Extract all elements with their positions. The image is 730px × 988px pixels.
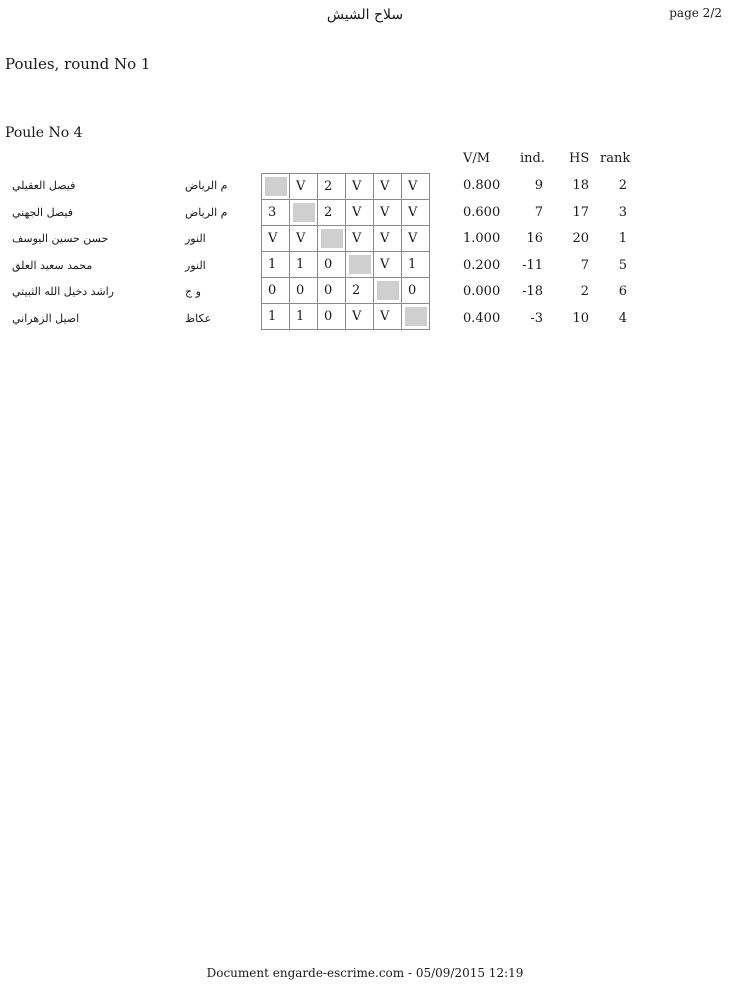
fencer-rank: 4 (618, 311, 627, 326)
fencer-ind: 9 (534, 178, 543, 193)
grid-cell: V (374, 304, 402, 330)
fencer-ind: -18 (522, 284, 543, 299)
grid-cell: 0 (318, 304, 346, 330)
grid-cell: V (374, 226, 402, 252)
grid-row (262, 252, 430, 278)
grid-cell: V (262, 226, 290, 252)
grid-cell: 0 (262, 278, 290, 304)
grid-cell-self (290, 200, 318, 226)
fencer-rank: 2 (618, 178, 627, 193)
column-header-hs: HS (569, 151, 590, 166)
grid-cell: 2 (318, 174, 346, 200)
fencer-vm: 1.000 (463, 231, 501, 246)
fencer-hs: 18 (572, 178, 589, 193)
grid-row (262, 304, 430, 330)
fencer-rank: 6 (618, 284, 627, 299)
grid-cell: 0 (290, 278, 318, 304)
grid-cell-self (402, 304, 430, 330)
fencer-vm: 0.000 (463, 284, 501, 299)
fencer-club: م الرياض (185, 206, 228, 219)
grid-cell: V (402, 226, 430, 252)
fencer-ind: -3 (530, 311, 543, 326)
grid-cell: 2 (318, 200, 346, 226)
fencer-name: فيصل العقيلي (12, 179, 76, 192)
grid-cell: V (346, 200, 374, 226)
grid-cell: 0 (318, 278, 346, 304)
fencer-rank: 1 (618, 231, 627, 246)
fencer-club: م الرياض (185, 179, 228, 192)
fencer-hs: 20 (572, 231, 589, 246)
grid-cell: V (402, 174, 430, 200)
grid-cell: V (374, 174, 402, 200)
page-number: page 2/2 (669, 6, 722, 20)
fencer-ind: 16 (526, 231, 543, 246)
grid-cell-self (262, 174, 290, 200)
fencer-name: فيصل الجهني (12, 206, 74, 219)
fencer-name: محمد سعيد العلق (12, 259, 93, 272)
grid-cell: 1 (262, 252, 290, 278)
grid-cell: V (346, 304, 374, 330)
fencer-hs: 2 (580, 284, 589, 299)
grid-cell: V (374, 252, 402, 278)
document-title: سلاح الشيش (326, 7, 404, 23)
column-header-rank: rank (600, 151, 631, 166)
column-header-ind: ind. (520, 151, 545, 166)
grid-cell: 1 (290, 304, 318, 330)
fencer-name: حسن حسين اليوسف (12, 232, 109, 245)
fencer-club: النور (185, 259, 206, 272)
grid-cell: 0 (318, 252, 346, 278)
fencer-ind: 7 (534, 205, 543, 220)
fencer-name: راشد دخيل الله الثبيتي (12, 285, 114, 298)
grid-cell: V (402, 200, 430, 226)
document-footer: Document engarde-escrime.com - 05/09/2015 12:19 (206, 966, 524, 980)
fencer-vm: 0.400 (463, 311, 501, 326)
grid-row (262, 174, 430, 200)
fencer-hs: 17 (572, 205, 589, 220)
fencer-club: عكاظ (185, 312, 212, 325)
grid-cell: 1 (290, 252, 318, 278)
poule-title: Poule No 4 (5, 125, 83, 141)
fencer-club: النور (185, 232, 206, 245)
grid-row (262, 278, 430, 304)
grid-cell: 3 (262, 200, 290, 226)
fencer-hs: 10 (572, 311, 589, 326)
grid-cell: V (290, 226, 318, 252)
grid-cell: V (290, 174, 318, 200)
grid-row (262, 200, 430, 226)
grid-cell: 1 (402, 252, 430, 278)
fencer-rank: 5 (618, 258, 627, 273)
fencer-rank: 3 (618, 205, 627, 220)
grid-cell: V (346, 174, 374, 200)
grid-cell: 1 (262, 304, 290, 330)
grid-cell: 0 (402, 278, 430, 304)
poule-results-grid (261, 173, 430, 330)
fencer-hs: 7 (580, 258, 589, 273)
grid-row (262, 226, 430, 252)
fencer-vm: 0.600 (463, 205, 501, 220)
fencer-ind: -11 (522, 258, 543, 273)
fencer-name: اصيل الزهراني (12, 312, 80, 325)
grid-cell-self (374, 278, 402, 304)
round-title: Poules, round No 1 (5, 55, 151, 73)
grid-cell: V (346, 226, 374, 252)
fencer-club: و ج (185, 285, 201, 298)
grid-cell: V (374, 200, 402, 226)
grid-cell: 2 (346, 278, 374, 304)
grid-cell-self (346, 252, 374, 278)
grid-cell-self (318, 226, 346, 252)
fencer-vm: 0.200 (463, 258, 501, 273)
column-header-vm: V/M (463, 151, 491, 166)
fencer-vm: 0.800 (463, 178, 501, 193)
